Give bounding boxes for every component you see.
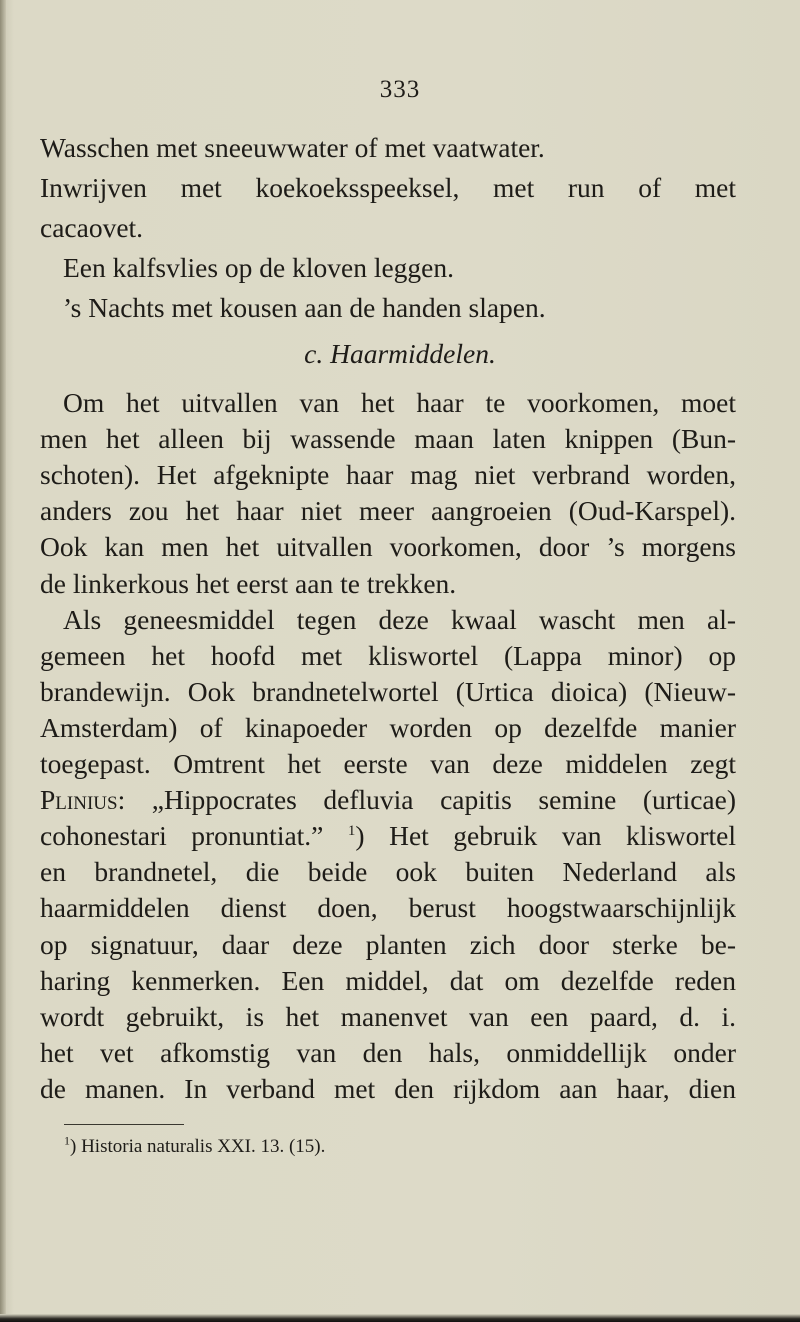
page-left-edge: [0, 0, 6, 1322]
heading-title: Haarmiddelen.: [330, 338, 496, 369]
heading-prefix: c.: [304, 338, 324, 369]
text-line: ’s Nachts met kousen aan de handen slapen.: [63, 292, 546, 323]
footnote-text: Historia naturalis XXI. 13. (15).: [81, 1135, 326, 1157]
text-line: Als geneesmiddel tegen deze kwaal wascht men al-: [63, 603, 736, 635]
text-line: op signatuur, daar deze planten zich door sterke be-: [40, 928, 736, 960]
text-line: gemeen het hoofd met kliswortel (Lappa minor) op: [40, 639, 736, 671]
text-line: cohonestari pronuntiat.” $^1$) Het gebruik van kliswortel: [40, 820, 737, 852]
footnote-reference[interactable]: 1: [347, 823, 356, 840]
text-line: schoten). Het afgeknipte haar mag niet verbrand worden,: [40, 459, 736, 491]
text-line: de manen. In verband met den rijkdom aan haar, dien: [40, 1072, 736, 1104]
text-line: [40, 780, 736, 820]
text-fragment: Het gebruik van kliswortel: [389, 820, 737, 852]
text-line: het vet afkomstig van den hals, onmiddellijk onder: [40, 1036, 736, 1068]
text-line: toegepast. Omtrent het eerste van deze middelen zegt: [40, 748, 736, 779]
text-line: Amsterdam) of kinapoeder worden op dezelfde manier: [40, 711, 736, 743]
section-heading: [0, 334, 800, 374]
text-line: anders zou het haar niet meer aangroeien (Oud-Karspel).: [40, 495, 736, 527]
text-line: haring kenmerken. Een middel, dat om dezelfde reden: [40, 964, 736, 996]
page-bottom-edge: [0, 1314, 800, 1322]
author-name: Plinius:: [40, 784, 126, 816]
page-number: 333: [379, 76, 421, 103]
text-line: Inwrijven met koekoeksspeeksel, met run of met: [40, 172, 736, 203]
text-line: Wasschen met sneeuwwater of met vaatwater.: [40, 132, 545, 163]
text-line: wordt gebruikt, is het manenvet van een paard, d. i.: [40, 1000, 736, 1032]
footnote-divider: [64, 1124, 184, 1125]
text-line: Ook kan men het uitvallen voorkomen, door ’s morgens: [40, 531, 736, 563]
text-line: cacaovet.: [40, 212, 144, 243]
text-line: Een kalfsvlies op de kloven leggen.: [63, 252, 455, 283]
text-line: brandewijn. Ook brandnetelwortel (Urtica dioica) (Nieuw-: [40, 675, 736, 707]
text-line: Om het uitvallen van het haar te voorkomen, moet: [63, 387, 736, 418]
text-line: en brandnetel, die beide ook buiten Nederland als: [40, 856, 736, 888]
latin-quote: „Hippocrates defluvia capitis semine (urticae): [151, 784, 736, 816]
text-line: de linkerkous het eerst aan te trekken.: [40, 567, 457, 599]
text-line: men het alleen bij wassende maan laten knippen (Bun-: [40, 423, 736, 455]
footnote: $^1$) Historia naturalis XXI. 13. (15).: [64, 1133, 326, 1157]
text-line: haarmiddelen dienst doen, berust hoogstwaarschijnlijk: [40, 892, 736, 924]
latin-quote-end: cohonestari pronuntiat.”: [40, 820, 324, 852]
footnote-mark: 1: [64, 1133, 70, 1148]
